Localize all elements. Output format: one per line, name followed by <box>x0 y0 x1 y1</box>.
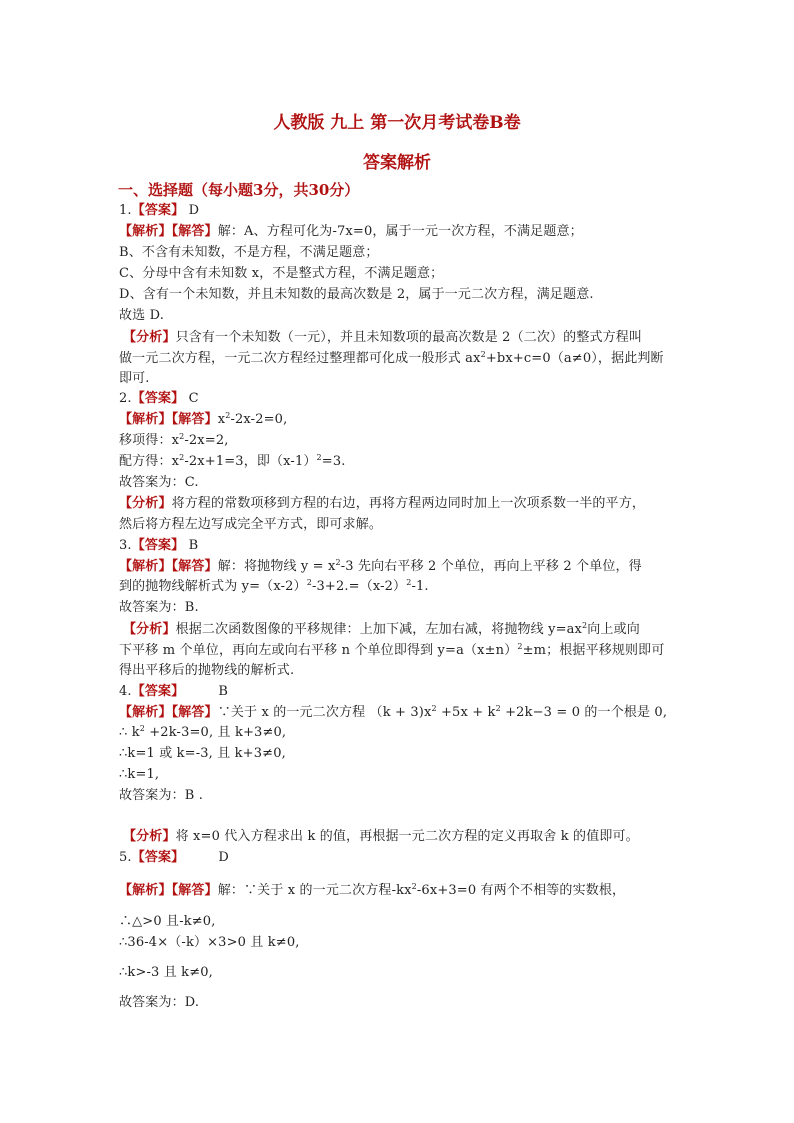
q4-step4: ∴k=1, <box>119 767 160 782</box>
q2-method-line1: 【分析】将方程的常数项移到方程的右边，再将方程两边同时加上一次项系数一半的平方， <box>119 496 646 511</box>
q4-step2: ∴ $k^2 +2k-3=0$, 且 k+3≠0, <box>119 724 287 740</box>
q2-answer-line: 2.【答案】 C <box>119 391 199 406</box>
q1-method-line2: 做一元二次方程，一元二次方程经过整理都可化成一般形式 $ax^2+bx+c=0(a\ne 0)$，据此判断 <box>119 350 664 366</box>
q3-answer-line: 3.【答案】 B <box>119 538 199 553</box>
q3-conclusion: 故答案为：B. <box>119 600 199 615</box>
q4-step3: ∴k=1 或 k=-3, 且 k+3≠0, <box>119 746 286 761</box>
q1-answer-line: 1.【答案】 D <box>119 203 200 218</box>
q4-conclusion: 故答案为：B . <box>119 788 204 803</box>
document-title: 人教版 九上 第一次月考试卷B卷 <box>273 113 521 133</box>
q2-step-transpose: 移项得：$x^2-2x=2$, <box>119 432 229 448</box>
q5-step4: ∴k>-3 且 k≠0, <box>119 965 213 980</box>
q4-method: 【分析】将 x=0 代入方程求出 k 的值，再根据一元二次方程的定义再取舍 k 的值即可。 <box>123 829 639 844</box>
q1-option-c: C、分母中含有未知数 x，不是整式方程，不满足题意； <box>119 266 444 281</box>
q1-option-d: D、含有一个未知数，并且未知数的最高次数是 2，属于一元二次方程，满足题意. <box>119 287 594 302</box>
q5-answer-line: 5.【答案】 D <box>119 850 229 865</box>
q3-solution-line2: 到的抛物线解析式为 $y=(x-2)^2-3+2.=(x-2)^2-1$. <box>119 578 429 594</box>
q1-method-line3: 即可. <box>119 371 150 386</box>
q3-method-line1: 【分析】根据二次函数图像的平移规律：上加下减，左加右减，将抛物线 $y=ax^2$向上或向 <box>123 621 640 637</box>
q3-method-line2: 下平移 m 个单位，再向左或向右平移 n 个单位即得到 $y=a(x\pm n)^2\pm m$；根据平移规则即可 <box>119 642 665 658</box>
q5-conclusion: 故答案为：D. <box>119 995 200 1010</box>
q4-solution-line: 【解析】【解答】∵关于 x 的一元二次方程 $(k + 3)x^2 +5x + k^2 +2k-3 = 0$ 的一个根是 0, <box>119 704 668 720</box>
q2-solution-line: 【解析】【解答】$x^2-2x-2=0$, <box>119 411 288 427</box>
document-subtitle: 答案解析 <box>363 153 431 173</box>
q1-choice: 故选 D. <box>119 308 164 323</box>
q2-method-line2: 然后将方程左边写成完全平方式，即可求解。 <box>119 517 383 532</box>
q1-method-line1: 【分析】只含有一个未知数（一元），并且未知数项的最高次数是 2（二次）的整式方程叫 <box>123 330 643 345</box>
q3-method-line3: 得出平移后的抛物线的解析式. <box>119 663 295 678</box>
q3-solution-line1: 【解析】【解答】解：将抛物线 $y = x^2-3$ 先向右平移 2 个单位，再向上平移 2 个单位，得 <box>119 558 642 574</box>
section-heading: 一、选择题（每小题3分，共30分） <box>118 181 360 199</box>
q2-step-complete-square: 配方得：$x^2-2x+1=3$，即$(x-1)^2=3$. <box>119 453 346 469</box>
q5-step2: ∴△>0 且-k≠0, <box>119 914 216 929</box>
q2-conclusion: 故答案为：C. <box>119 475 199 490</box>
q1-option-b: B、不含有未知数，不是方程，不满足题意； <box>119 245 379 260</box>
q5-solution-line: 【解析】【解答】解：∵关于 x 的一元二次方程$-kx^2-6x+3=0$ 有两个不相等的实数根， <box>119 882 626 898</box>
q4-answer-line: 4.【答案】 B <box>119 684 229 699</box>
q1-solution-line: 【解析】【解答】解：A、方程可化为-7x=0，属于一元一次方程，不满足题意； <box>119 224 583 239</box>
q5-step3: ∴36-4×（-k）×3>0 且 k≠0, <box>119 935 300 950</box>
